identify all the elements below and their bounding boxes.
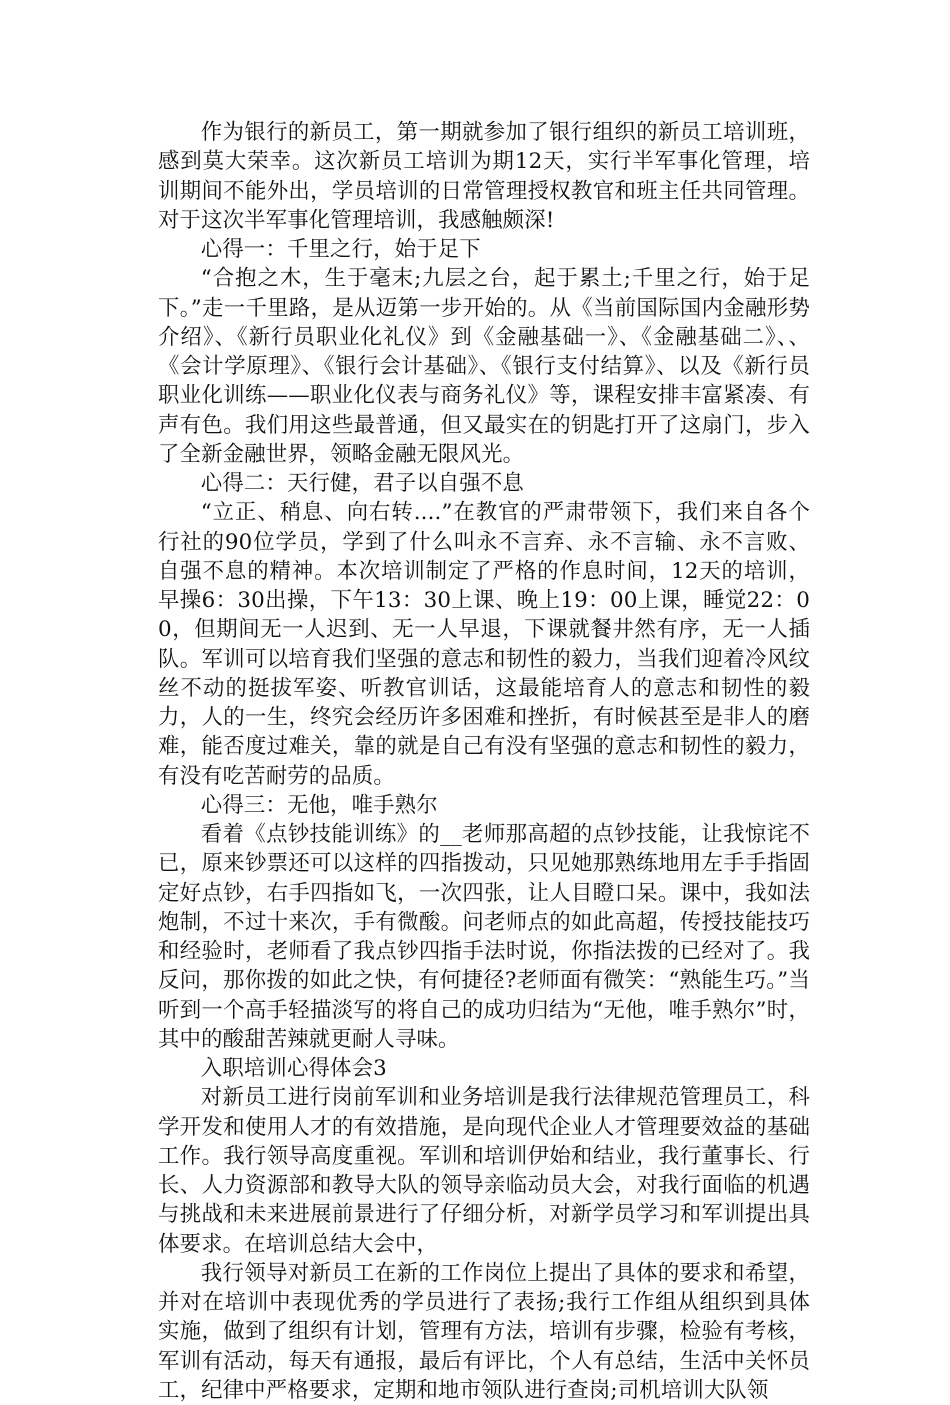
section-3-paragraph: 看着《点钞技能训练》的__老师那高超的点钞技能，让我惊诧不已，原来钞票还可以这样的四指拨动，只见她那熟练地用左手手指固定好点钞，右手四指如飞，一次四张，让人目瞪口呆。课中，我如法炮制，不过十来次，手有微酸。问老师点的如此高超，传授技能技巧和经验时，老师看了我点钞四指手法时说，你指法拨的已经对了。我反问，那你拨的如此之快，有何捷径?老师面有微笑：“熟能生巧。”当听到一个高手轻描淡写的将自己的成功归结为“无他，唯手熟尔”时，其中的酸甜苦辣就更耐人寻味。 xyxy=(158,822,810,1052)
section-1-paragraph: “合抱之木，生于毫末;九层之台，起于累土;千里之行，始于足下。”走一千里路，是从迈第一步开始的。从《当前国际国内金融形势介绍》、《新行员职业化礼仪》到《金融基础一》、《金融基础二》、、《会计学原理》、《银行会计基础》、《银行支付结算》、以及《新行员职业化训练——职业化仪表与商务礼仪》等，课程安排丰富紧凑、有声有色。我们用这些最普通，但又最实在的钥匙打开了这扇门，步入了全新金融世界，领略金融无限风光。 xyxy=(158,266,810,467)
intro-paragraph: 作为银行的新员工，第一期就参加了银行组织的新员工培训班，感到莫大荣幸。这次新员工培训为期12天，实行半军事化管理，培训期间不能外出，学员培训的日常管理授权教官和班主任共同管理。对于这次半军事化管理培训，我感触颇深! xyxy=(158,120,810,233)
section-2-paragraph: “立正、稍息、向右转....”在教官的严肃带领下，我们来自各个行社的90位学员，学到了什么叫永不言弃、永不言输、永不言败、自强不息的精神。本次培训制定了严格的作息时间，12天的培训，早操6：30出操，下午13：30上课、晚上19：00上课，睡觉22：00，但期间无一人迟到、无一人早退，下课就餐井然有序，无一人插队。军训可以培育我们坚强的意志和韧性的毅力，当我们迎着冷风纹丝不动的挺拔军姿、听教官训话，这最能培育人的意志和韧性的毅力，人的一生，终究会经历许多困难和挫折，有时候甚至是非人的磨难，能否度过难关，靠的就是自己有没有坚强的意志和韧性的毅力，有没有吃苦耐劳的品质。 xyxy=(158,500,810,789)
document-body xyxy=(158,118,810,1405)
article-title-3: 入职培训心得体会3 xyxy=(200,1056,387,1081)
article-3-paragraph-1: 对新员工进行岗前军训和业务培训是我行法律规范管理员工，科学开发和使用人才的有效措施，是向现代企业人才管理要效益的基础工作。我行领导高度重视。军训和培训伊始和结业，我行董事长、行长、人力资源部和教导大队的领导亲临动员大会，对我行面临的机遇与挑战和未来进展前景进行了仔细分析，对新学员学习和军训提出具体要求。在培训总结大会中， xyxy=(158,1085,810,1257)
article-3-paragraph-2: 我行领导对新员工在新的工作岗位上提出了具体的要求和希望，并对在培训中表现优秀的学员进行了表扬;我行工作组从组织到具体实施，做到了组织有计划，管理有方法，培训有步骤，检验有考核，军训有活动，每天有通报，最后有评比，个人有总结，生活中关怀员工，纪律中严格要求，定期和地市领队进行查岗;司机培训大队领 xyxy=(158,1260,810,1403)
section-heading-3: 心得三：无他，唯手熟尔 xyxy=(200,792,438,818)
section-heading-1: 心得一：千里之行，始于足下 xyxy=(200,237,481,262)
section-heading-2: 心得二：天行健，君子以自强不息 xyxy=(200,471,524,496)
